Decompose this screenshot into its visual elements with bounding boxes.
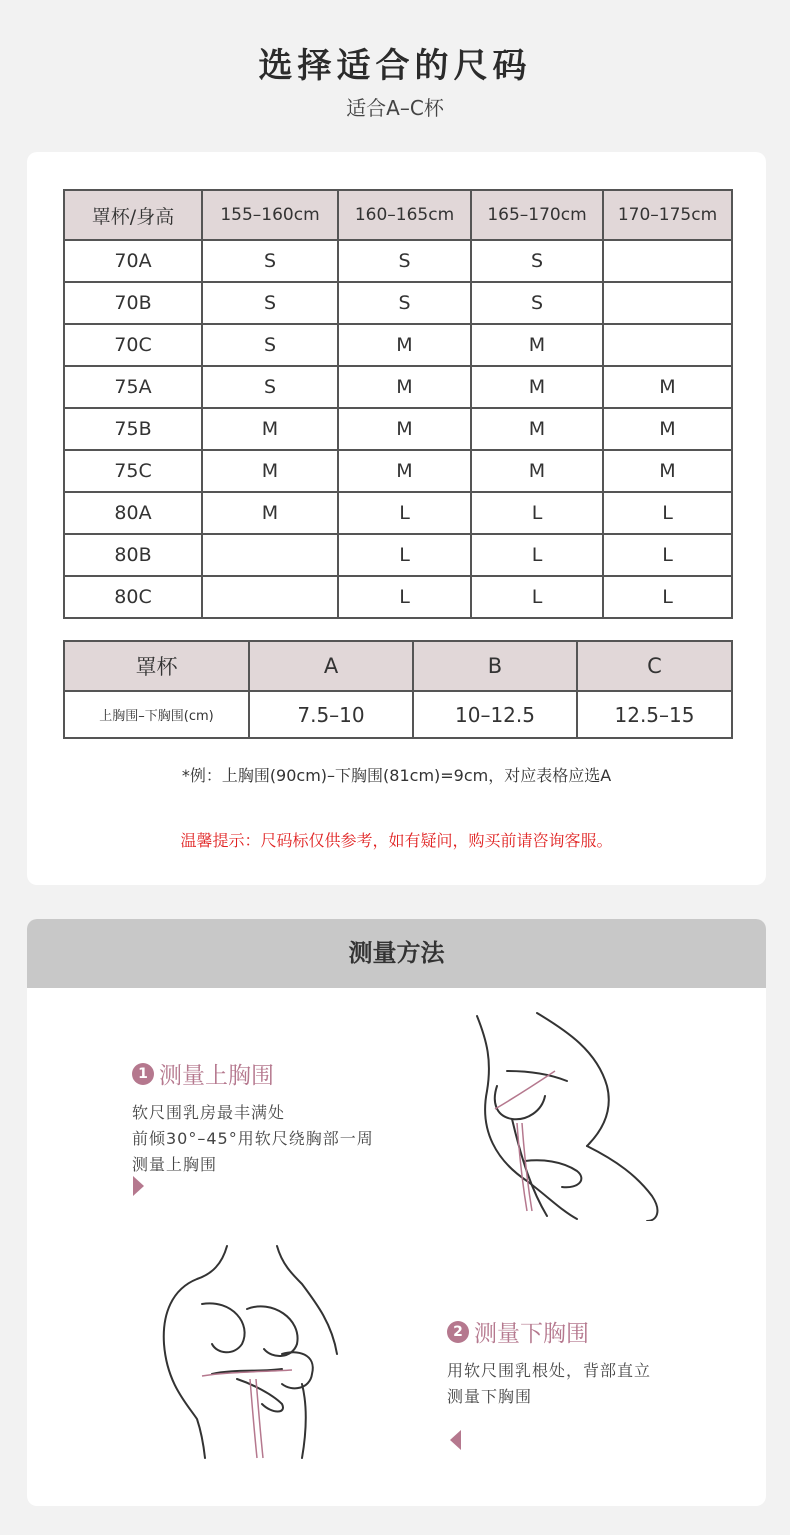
size-cell: L: [338, 534, 471, 576]
cup-header: B: [413, 641, 577, 691]
size-cell: M: [471, 408, 603, 450]
height-header: 165–170cm: [471, 190, 603, 240]
cup-size-cell: 80A: [64, 492, 202, 534]
cup-header: C: [577, 641, 732, 691]
upper-chest-measure-illustration: [467, 1011, 667, 1221]
size-table-row: [64, 492, 732, 534]
cup-range: 7.5–10: [249, 691, 413, 738]
step-number-badge: 1: [132, 1063, 154, 1085]
size-cell: S: [202, 240, 338, 282]
step-title: 测量上胸围: [159, 1063, 274, 1089]
height-header: 155–160cm: [202, 190, 338, 240]
arrow-left-icon: [450, 1430, 461, 1450]
step-description: 软尺围乳房最丰满处 前倾30°–45°用软尺绕胸部一周 测量上胸围: [132, 1103, 374, 1174]
cup-size-cell: 70A: [64, 240, 202, 282]
arrow-right-icon: [133, 1176, 144, 1196]
under-chest-measure-illustration: [142, 1244, 362, 1459]
size-cell: M: [338, 408, 471, 450]
size-table-row: [64, 366, 732, 408]
size-cell: M: [338, 366, 471, 408]
size-cell: M: [338, 450, 471, 492]
size-cell: M: [603, 366, 732, 408]
cup-table-row: [64, 691, 732, 738]
size-cell: M: [202, 450, 338, 492]
size-cell: [603, 324, 732, 366]
size-table-row: [64, 576, 732, 618]
size-cell: [202, 576, 338, 618]
size-table-row: [64, 282, 732, 324]
size-cell: L: [471, 534, 603, 576]
cup-size-cell: 75B: [64, 408, 202, 450]
size-cell: S: [202, 282, 338, 324]
size-table: [63, 189, 733, 619]
cup-size-cell: 80C: [64, 576, 202, 618]
size-chart-card: [27, 152, 766, 885]
size-cell: M: [471, 324, 603, 366]
cup-size-cell: 70C: [64, 324, 202, 366]
cup-range: 10–12.5: [413, 691, 577, 738]
size-cell: M: [603, 408, 732, 450]
cup-header-label: 罩杯: [64, 641, 249, 691]
cup-table-header-row: [64, 641, 732, 691]
tip-note: 温馨提示：尺码标仅供参考，如有疑问，购买前请咨询客服。: [180, 831, 613, 850]
size-cell: S: [202, 324, 338, 366]
size-cell: S: [471, 282, 603, 324]
size-cell: M: [338, 324, 471, 366]
page-subtitle: 适合A–C杯: [346, 96, 444, 120]
step-number-badge: 2: [447, 1321, 469, 1343]
height-header: 160–165cm: [338, 190, 471, 240]
page-title: 选择适合的尺码: [258, 46, 532, 86]
size-cell: M: [471, 366, 603, 408]
size-table-row: [64, 408, 732, 450]
cup-range: 12.5–15: [577, 691, 732, 738]
step-title: 测量下胸围: [474, 1321, 589, 1347]
cup-size-cell: 75A: [64, 366, 202, 408]
height-header: 170–175cm: [603, 190, 732, 240]
size-cell: L: [603, 576, 732, 618]
size-cell: [202, 534, 338, 576]
measure-card: [27, 919, 766, 1506]
cup-table: [63, 640, 733, 739]
step-2: [447, 1315, 651, 1410]
size-cell: L: [603, 534, 732, 576]
step-1: [132, 1057, 374, 1178]
size-table-corner: 罩杯/身高: [64, 190, 202, 240]
cup-row-label: 上胸围–下胸围(cm): [64, 691, 249, 738]
cup-header: A: [249, 641, 413, 691]
step-description: 用软尺围乳根处，背部直立 测量下胸围: [447, 1361, 652, 1406]
size-cell: M: [603, 450, 732, 492]
size-cell: M: [202, 492, 338, 534]
size-table-row: [64, 240, 732, 282]
size-cell: L: [603, 492, 732, 534]
size-table-row: [64, 534, 732, 576]
cup-size-cell: 75C: [64, 450, 202, 492]
measure-heading: 测量方法: [27, 919, 766, 988]
size-cell: L: [471, 492, 603, 534]
size-cell: [603, 240, 732, 282]
size-cell: S: [202, 366, 338, 408]
example-note: *例：上胸围(90cm)–下胸围(81cm)=9cm，对应表格应选A: [181, 766, 612, 785]
size-table-row: [64, 450, 732, 492]
size-cell: S: [338, 240, 471, 282]
size-cell: S: [338, 282, 471, 324]
size-cell: L: [471, 576, 603, 618]
size-cell: M: [202, 408, 338, 450]
cup-size-cell: 70B: [64, 282, 202, 324]
size-cell: L: [338, 492, 471, 534]
cup-size-cell: 80B: [64, 534, 202, 576]
size-cell: S: [471, 240, 603, 282]
size-cell: L: [338, 576, 471, 618]
size-table-header-row: [64, 190, 732, 240]
size-table-row: [64, 324, 732, 366]
size-cell: [603, 282, 732, 324]
size-cell: M: [471, 450, 603, 492]
